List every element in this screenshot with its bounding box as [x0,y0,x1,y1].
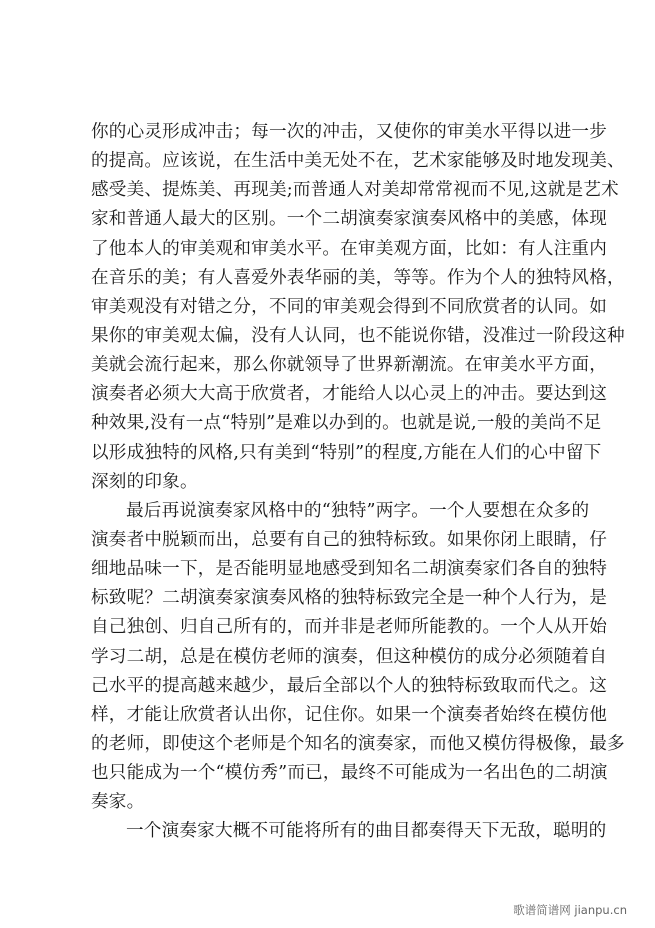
text-line: 果你的审美观太偏，没有人认同，也不能说你错，没准过一阶段这种 [91,325,625,346]
text-line: 演奏者中脱颖而出，总要有自己的独特标致。如果你闭上眼睛，仔 [91,529,608,550]
text-line: 深刻的印象。 [91,471,198,492]
text-line: 演奏者必须大大高于欣赏者，才能给人以心灵上的冲击。要达到这 [91,384,608,405]
text-line: 以形成独特的风格,只有美到“特别”的程度,方能在人们的心中留下 [91,442,602,463]
text-line: 家和普通人最大的区别。一个二胡演奏家演奏风格中的美感，体现 [91,209,608,230]
text-line: 也只能成为一个“模仿秀”而已，最终不可能成为一名出色的二胡演 [91,763,608,784]
text-line: 感受美、提炼美、再现美;而普通人对美却常常视而不见,这就是艺术 [91,180,619,201]
site-watermark: 歌谱简谱网 jianpu.cn [513,903,627,917]
text-line: 奏家。 [91,792,145,813]
text-line: 的老师，即使这个老师是个知名的演奏家，而他又模仿得极像，最多 [91,733,625,754]
paragraph [91,118,625,497]
text-line: 你的心灵形成冲击；每一次的冲击，又使你的审美水平得以进一步 [91,122,608,142]
text-line: 细地品味一下，是否能明显地感受到知名二胡演奏家们各自的独特 [91,559,608,580]
text-line: 的提高。应该说，在生活中美无处不在，艺术家能够及时地发现美、 [91,151,625,172]
text-line: 种效果,没有一点“特别”是难以办到的。也就是说,一般的美尚不足 [91,413,602,434]
text-line: 自己独创、归自己所有的，而并非是老师所能教的。一个人从开始 [91,617,608,638]
body-text [91,118,625,847]
text-line: 在音乐的美；有人喜爱外表华丽的美，等等。作为个人的独特风格， [91,267,625,288]
text-line: 样，才能让欣赏者认出你，记住你。如果一个演奏者始终在模仿他 [91,704,608,725]
text-line: 美就会流行起来，那么你就领导了世界新潮流。在审美水平方面， [91,355,608,376]
text-line: 了他本人的审美观和审美水平。在审美观方面，比如：有人注重内 [91,238,608,259]
text-line: 审美观没有对错之分，不同的审美观会得到不同欣赏者的认同。如 [91,296,608,317]
text-line: 标致呢？二胡演奏家演奏风格的独特标致完全是一种个人行为，是 [91,588,608,609]
text-line: 最后再说演奏家风格中的“独特”两字。一个人要想在众多的 [126,500,590,521]
text-line: 己水平的提高越来越少，最后全部以个人的独特标致取而代之。这 [91,675,608,696]
paragraph [91,497,625,818]
text-line: 学习二胡，总是在模仿老师的演奏，但这种模仿的成分必须随着自 [91,646,608,667]
text-line: 一个演奏家大概不可能将所有的曲目都奏得天下无敌，聪明的 [126,821,607,842]
paragraph [91,817,607,846]
